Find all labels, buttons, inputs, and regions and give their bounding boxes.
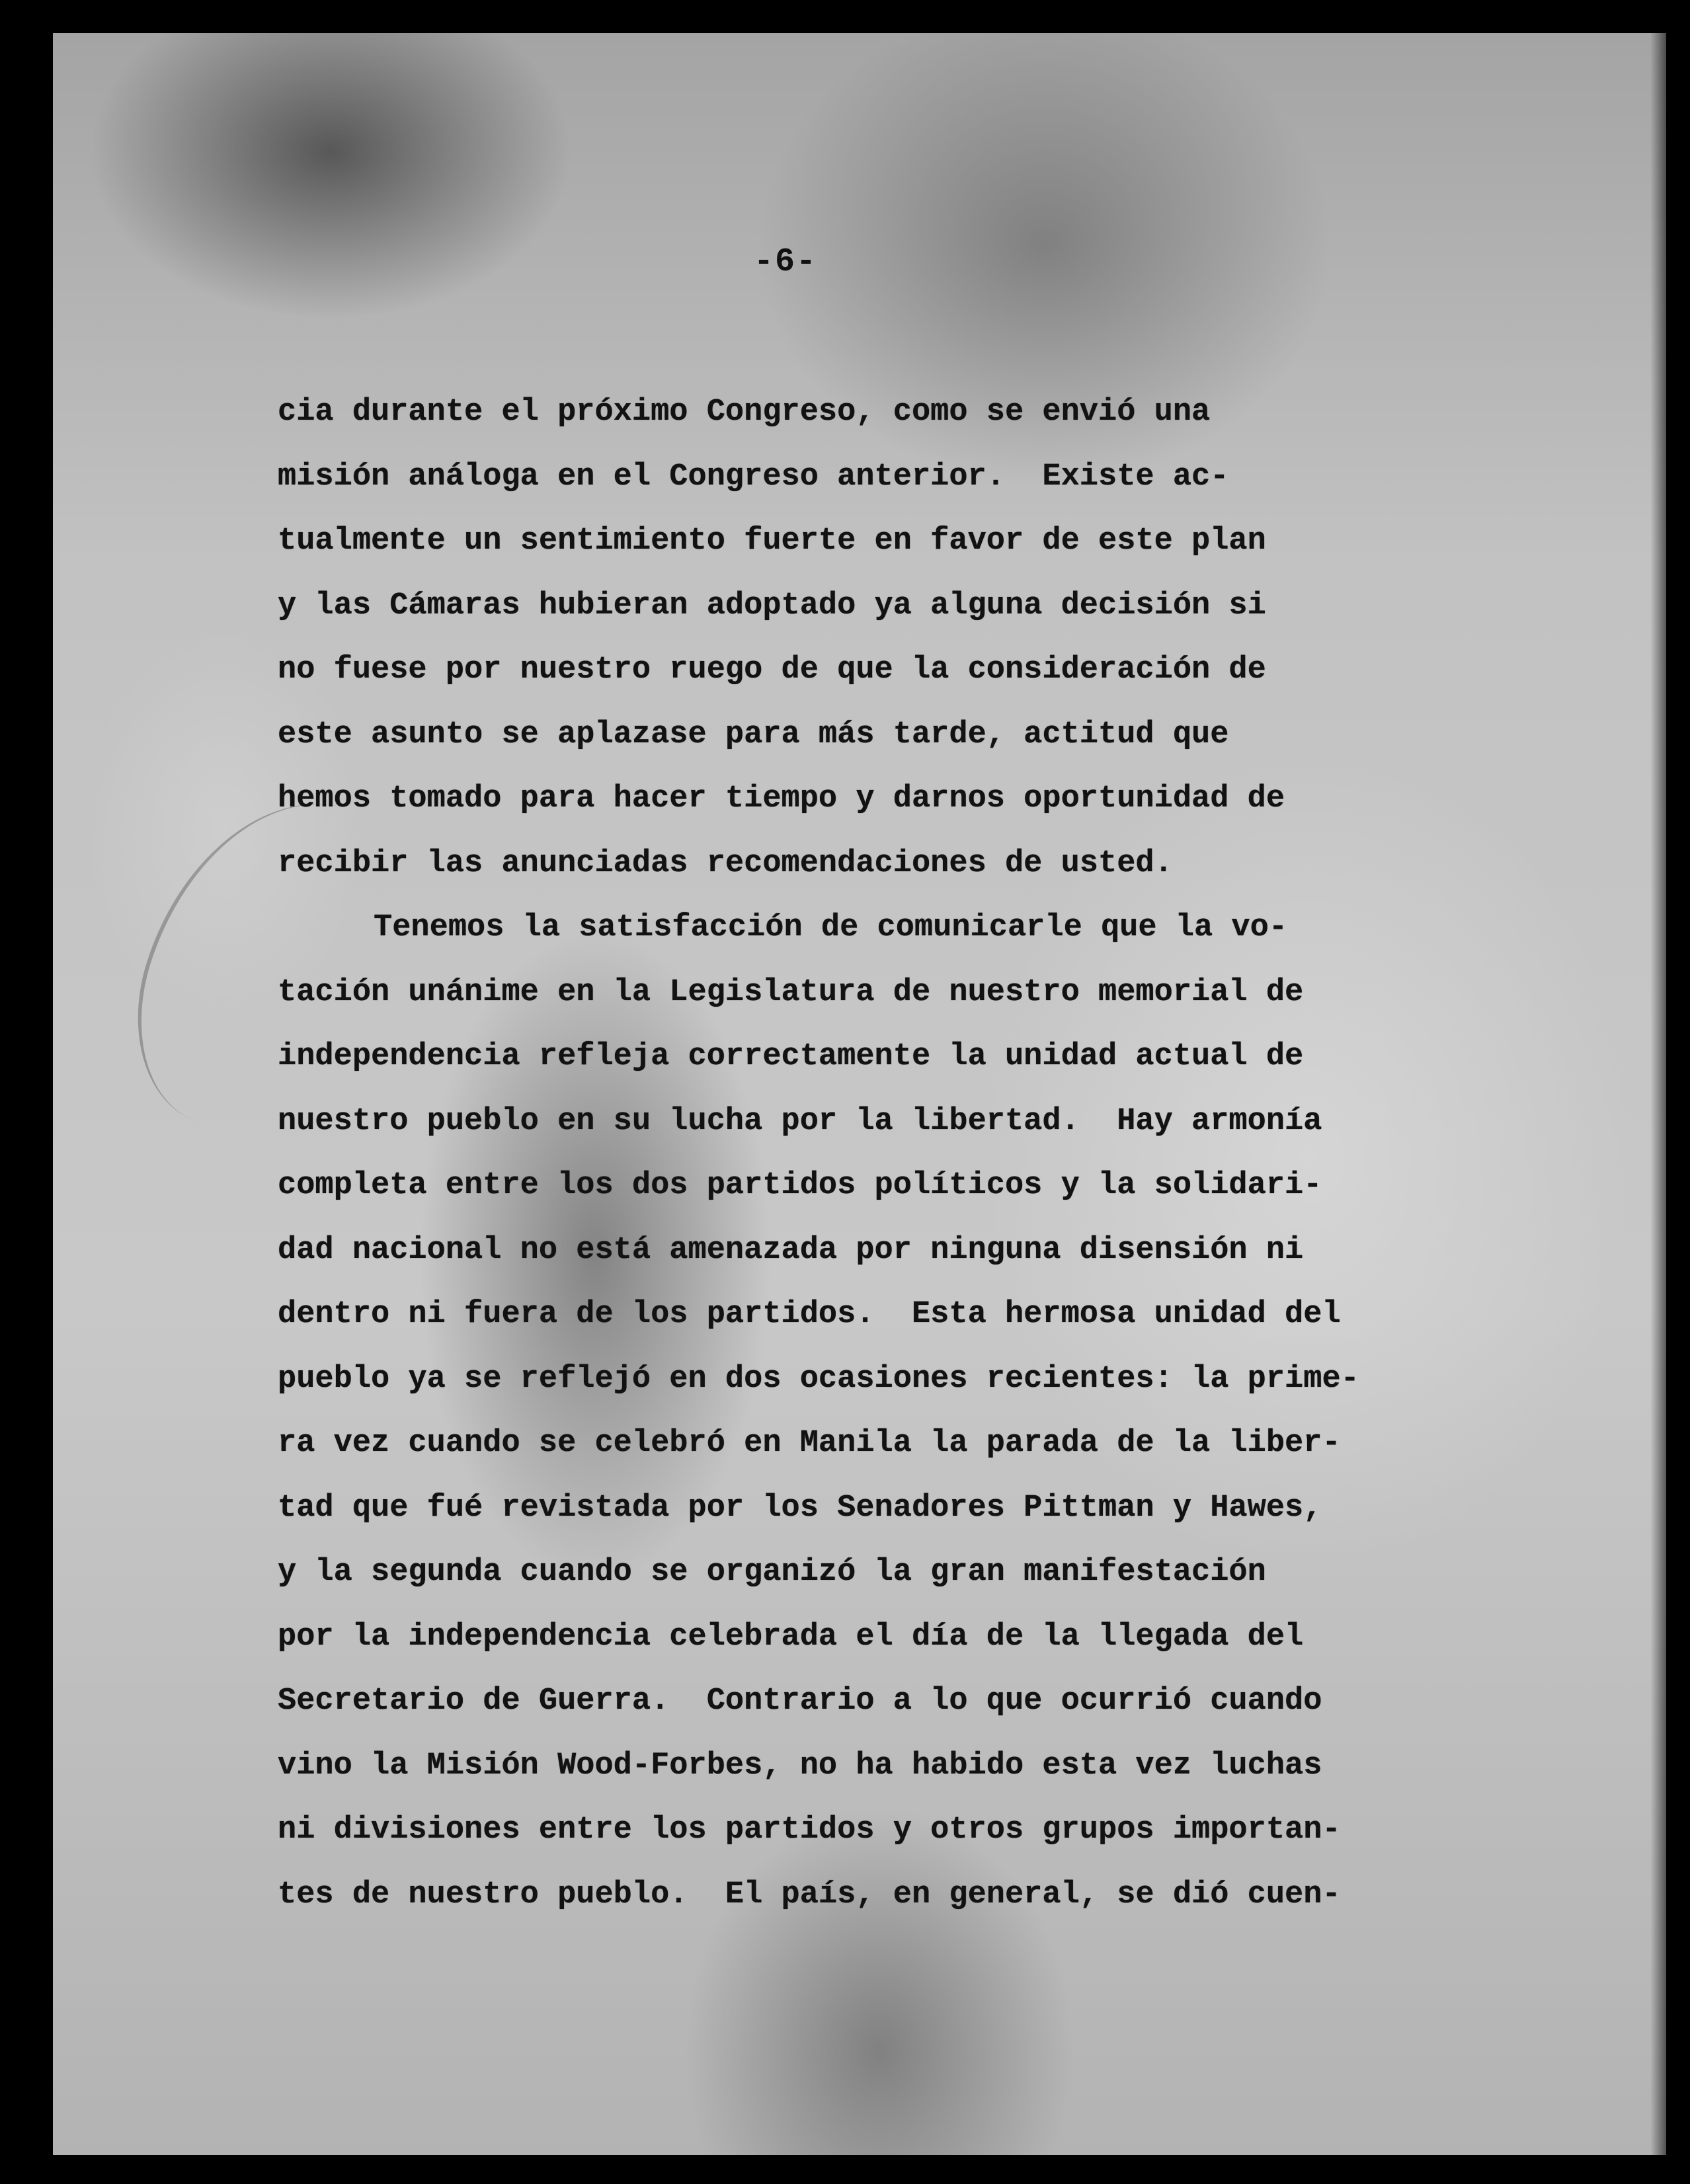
text-line: no fuese por nuestro ruego de que la consideración de [278,652,1266,687]
text-line: hemos tomado para hacer tiempo y darnos oportunidad de [278,781,1285,816]
text-line: y la segunda cuando se organizó la gran manifestación [278,1555,1266,1590]
text-line: vino la Misión Wood-Forbes, no ha habido esta vez luchas [278,1748,1322,1783]
page-number: -6- [754,243,818,281]
paragraph-first-line: Tenemos la satisfacción de comunicarle que la vo- [374,910,1288,945]
text-line: y las Cámaras hubieran adoptado ya alguna decisión si [278,588,1266,623]
text-line: dad nacional no está amenazada por ninguna disensión ni [278,1232,1304,1268]
text-line: dentro ni fuera de los partidos. Esta hermosa unidad del [278,1297,1341,1332]
text-line: tación unánime en la Legislatura de nuestro memorial de [278,974,1304,1010]
text-line: ra vez cuando se celebró en Manila la parada de la liber- [278,1426,1341,1461]
text-line: recibir las anunciadas recomendaciones de usted. [278,845,1173,881]
text-line: nuestro pueblo en su lucha por la libertad. Hay armonía [278,1103,1322,1139]
text-line: tualmente un sentimiento fuerte en favor de este plan [278,524,1266,559]
text-line: por la independencia celebrada el día de la llegada del [278,1619,1304,1655]
page-edge-shadow [1650,33,1666,2155]
text-line: independencia refleja correctamente la unidad actual de [278,1039,1304,1074]
text-line: misión análoga en el Congreso anterior. Existe ac- [278,459,1229,494]
text-line: cia durante el próximo Congreso, como se envió una [278,395,1211,430]
text-line: pueblo ya se reflejó en dos ocasiones recientes: la prime- [278,1361,1359,1397]
text-line: Secretario de Guerra. Contrario a lo que ocurrió cuando [278,1684,1322,1719]
text-line: ni divisiones entre los partidos y otros grupos importan- [278,1813,1341,1848]
text-line: tad que fué revistada por los Senadores Pittman y Hawes, [278,1490,1322,1526]
text-line: este asunto se aplazase para más tarde, actitud que [278,717,1229,752]
body-text [278,397,1461,1943]
text-line: completa entre los dos partidos políticos y la solidari- [278,1168,1322,1203]
text-line: tes de nuestro pueblo. El país, en general, se dió cuen- [278,1877,1341,1912]
